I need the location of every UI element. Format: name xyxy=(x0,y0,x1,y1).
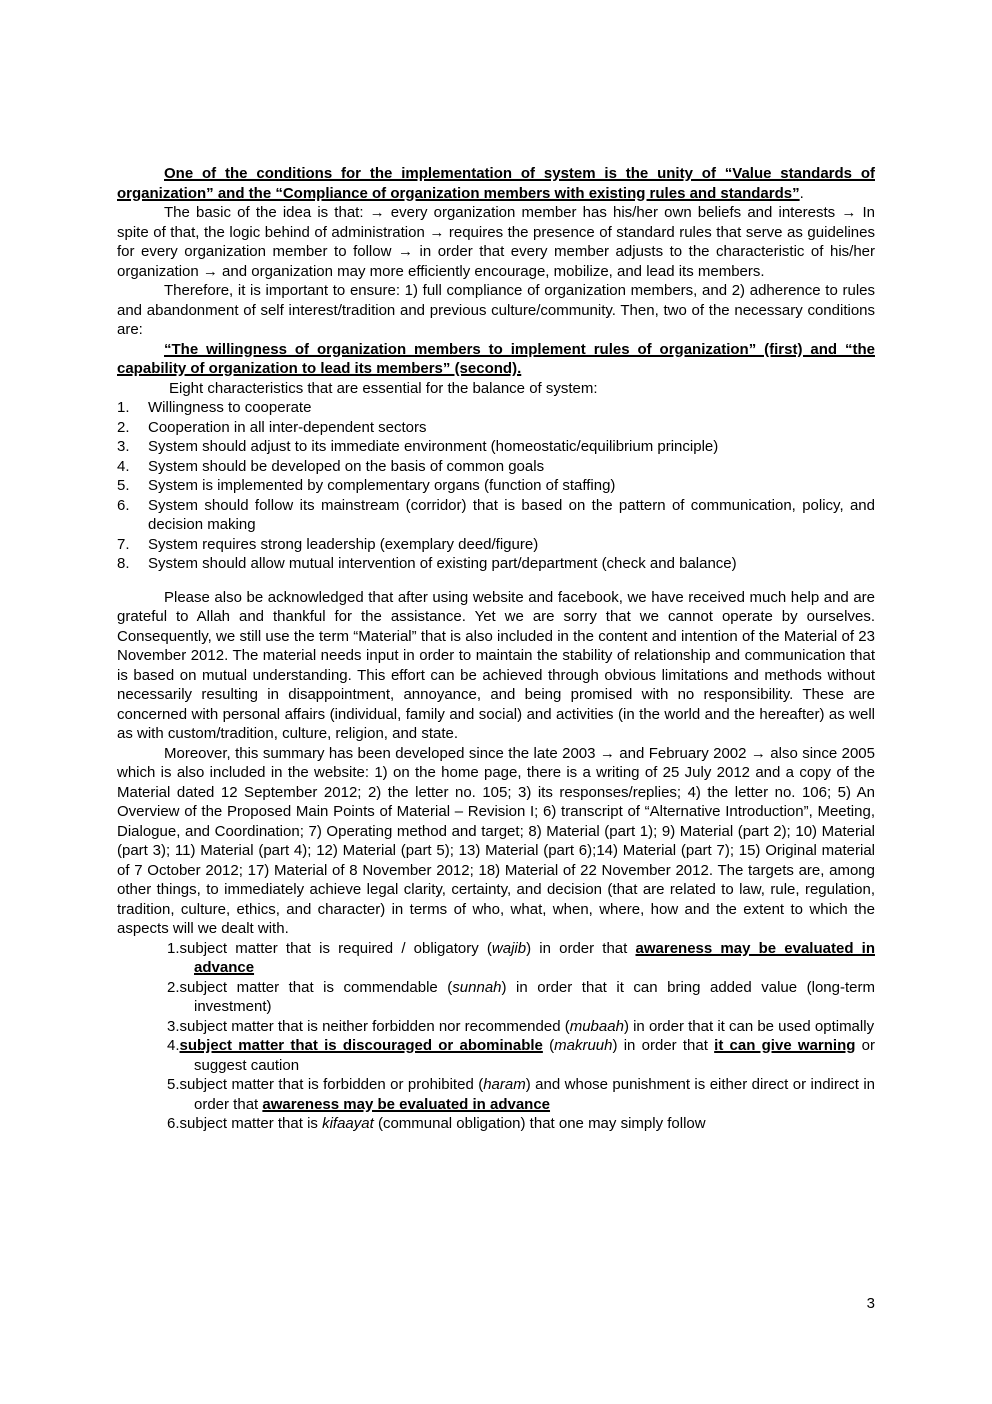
text-run: Moreover, this summary has been developed since the late 2003 → and February 2002 → also since 2005 which is also included in the website: 1) on the home page, there is a writing of 25 July 2012 and a copy of the Material dated 12 September 2012; 2) the letter no. 105; 3) its responses/replies; 4) the letter no. 106; 5) An Overview of the Proposed Main Points of Material – Revision I; 6) transcript of “Alternative Introduction”, Meeting, Dialogue, and Coordination; 7) Operating method and target; 8) Material (part 1); 9) Material (part 2); 10) Material (part 3); 11) Material (part 4); 12) Material (part 5); 13) Material (part 6);14) Material (part 7); 15) Original material of 7 October 2012; 17) Material of 8 November 2012; 18) Material of 22 November 2012. The targets are, among other things, to immediately achieve legal clarity, certainty, and decision (that are related to law, rule, regulation, tradition, culture, ethics, and character) in terms of who, what, when, where, how and the extent to which the aspects will we dealt with. xyxy=(117,744,875,937)
subject-matter-list-item xyxy=(117,1114,875,1134)
list-marker: 4. xyxy=(117,457,130,475)
text-run: System is implemented by complementary organs (function of staffing) xyxy=(148,477,616,494)
italic-term: wajib xyxy=(491,939,527,957)
text-run: ) in order that xyxy=(612,1037,715,1054)
subject-matter-list-item xyxy=(117,1036,875,1075)
text-run: subject matter that is xyxy=(179,1115,323,1132)
list-marker: 1. xyxy=(167,939,180,957)
text-run: ( xyxy=(542,1037,555,1054)
text-run: subject matter that is commendable ( xyxy=(179,978,453,996)
text-run: System should allow mutual intervention of existing part/department (check and balance) xyxy=(148,555,737,572)
text-run: System should adjust to its immediate environment (homeostatic/equilibrium principle) xyxy=(148,438,719,455)
characteristics-list-item xyxy=(117,457,875,477)
subject-matter-list-item xyxy=(117,1075,875,1114)
text-run: subject matter that is required / obligatory ( xyxy=(179,939,492,957)
text-run: or suggest caution xyxy=(194,1037,875,1074)
body-paragraph xyxy=(117,379,875,399)
characteristics-list-item xyxy=(117,398,875,418)
text-run: System requires strong leadership (exemplary deed/figure) xyxy=(148,535,539,553)
heading-paragraph xyxy=(117,340,875,379)
body-paragraph xyxy=(117,281,875,340)
list-marker: 6. xyxy=(117,496,130,514)
list-marker: 4. xyxy=(167,1037,180,1054)
characteristics-list-item xyxy=(117,535,875,555)
text-run: ) in order that xyxy=(526,939,636,957)
characteristics-list-item xyxy=(117,554,875,574)
list-marker: 2. xyxy=(117,418,130,436)
list-marker: 3. xyxy=(167,1017,180,1035)
page-number: 3 xyxy=(866,1295,875,1312)
text-run: ) in order that it can be used optimally xyxy=(623,1017,875,1035)
subject-matter-list-item xyxy=(117,978,875,1017)
body-paragraph xyxy=(117,744,875,939)
emphasized-text: it can give warning xyxy=(714,1037,856,1054)
text-run: Eight characteristics that are essential for the balance of system: xyxy=(169,379,598,397)
list-marker: 7. xyxy=(117,535,130,553)
text-run: Therefore, it is important to ensure: 1) full compliance of organization members, and 2) adherence to rules and abandonment of self interest/tradition and previous culture/community. Then, two of the necessary conditions are: xyxy=(117,282,875,338)
text-run: System should be developed on the basis of common goals xyxy=(148,457,545,475)
text-run: ) and whose punishment is either direct or indirect in order that xyxy=(194,1076,875,1113)
text-run: subject matter that is neither forbidden nor recommended ( xyxy=(179,1017,570,1035)
body-paragraph xyxy=(117,203,875,281)
text-run: Willingness to cooperate xyxy=(148,399,312,416)
list-marker: 6. xyxy=(167,1115,180,1132)
text-run: . xyxy=(799,184,804,202)
text-run: The basic of the idea is that: → every organization member has his/her own beliefs and interests → In spite of that, the logic behind of administration → requires the presence of standard rules that serve as guidelines for every organization member to follow → in order that every member adjusts to the characteristic of his/her organization → and organization may more efficiently encourage, mobilize, and lead its members. xyxy=(117,204,875,280)
text-run: subject matter that is forbidden or prohibited ( xyxy=(179,1076,484,1093)
characteristics-list-item xyxy=(117,418,875,438)
list-marker: 2. xyxy=(167,978,180,996)
characteristics-list-item xyxy=(117,476,875,496)
italic-term: makruuh xyxy=(554,1037,613,1054)
emphasized-text: One of the conditions for the implementation of system is the unity of “Value standards of organization” and the “Compliance of organization members with existing rules and standards” xyxy=(117,165,875,202)
list-marker: 5. xyxy=(167,1076,180,1093)
italic-term: haram xyxy=(483,1076,526,1093)
italic-term: sunnah xyxy=(452,978,502,996)
text-run: Cooperation in all inter-dependent sectors xyxy=(148,418,427,436)
text-run: ) in order that it can bring added value (long-term investment) xyxy=(194,978,875,1015)
text-run: Please also be acknowledged that after using website and facebook, we have received much help and are grateful to Allah and thankful for the assistance. Yet we are sorry that we cannot operate by ourselves. Consequently, we still use the term “Material” that is also included in the content and intention of the Material of 23 November 2012. The material needs input in order to maintain the stability of relationship and communication that is based on mutual understanding. This effort can be achieved through obvious limitations and methods without necessarily resulting in disappointment, annoyance, and being promised with no responsibility. These are concerned with personal affairs (individual, family and social) and activities (in the world and the hereafter) as well as with custom/tradition, culture, religion, and state. xyxy=(117,588,875,742)
list-marker: 1. xyxy=(117,399,130,416)
text-run: (communal obligation) that one may simply follow xyxy=(373,1115,706,1132)
emphasized-text: subject matter that is discouraged or abominable xyxy=(179,1037,543,1054)
emphasized-text: awareness may be evaluated in advance xyxy=(194,939,875,976)
subject-matter-list-item xyxy=(117,939,875,978)
subject-matter-list-item xyxy=(117,1017,875,1037)
characteristics-list-item xyxy=(117,437,875,457)
characteristics-list-item xyxy=(117,496,875,535)
heading-paragraph xyxy=(117,164,875,203)
italic-term: kifaayat xyxy=(322,1115,374,1132)
text-run: System should follow its mainstream (corridor) that is based on the pattern of communication, policy, and decision making xyxy=(148,496,875,533)
list-marker: 8. xyxy=(117,555,130,572)
italic-term: mubaah xyxy=(569,1017,624,1035)
emphasized-text: “The willingness of organization members to implement rules of organization” (first) and “the capability of organization to lead its members” (second). xyxy=(117,340,875,377)
emphasized-text: awareness may be evaluated in advance xyxy=(262,1095,551,1113)
list-marker: 5. xyxy=(117,477,130,494)
body-paragraph xyxy=(117,588,875,744)
document-content xyxy=(117,164,875,1134)
list-marker: 3. xyxy=(117,438,130,455)
